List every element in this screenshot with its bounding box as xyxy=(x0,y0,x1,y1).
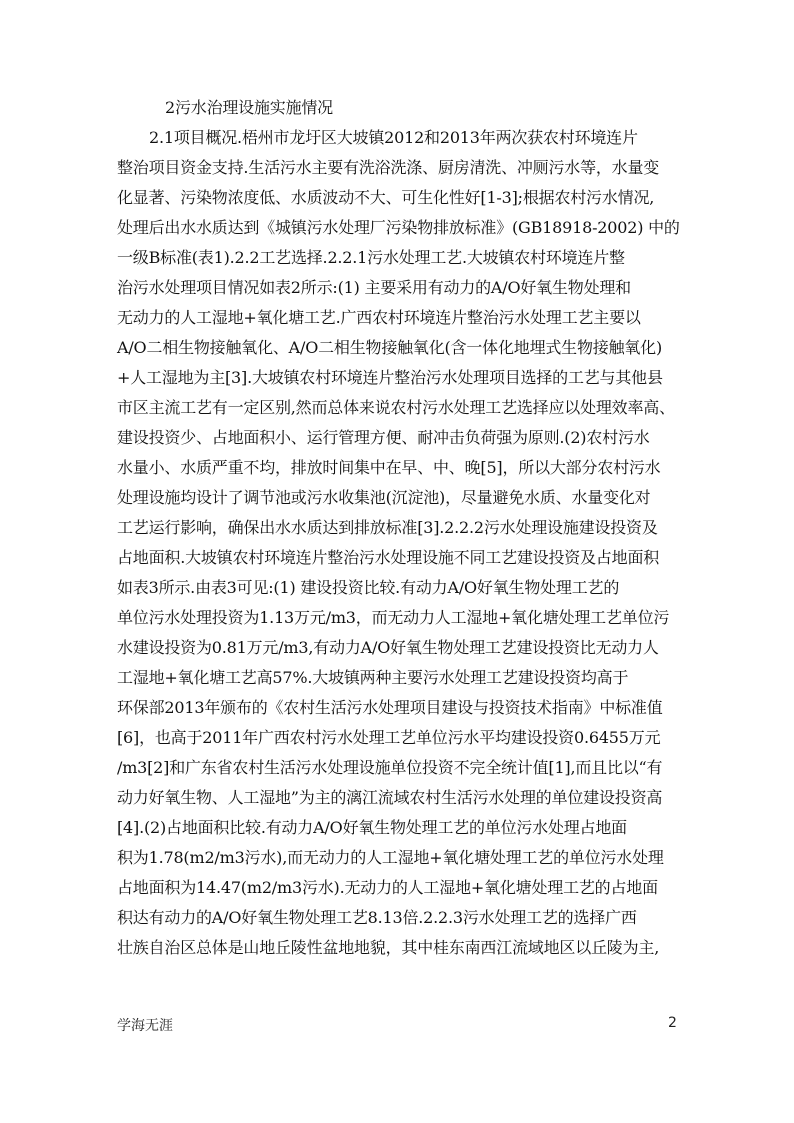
text-line: 如表3所示.由表3可见:(1) 建设投资比较.有动力A/O好氧生物处理工艺的 xyxy=(117,578,620,597)
page-number: 2 xyxy=(668,1015,677,1031)
text-line: 积为1.78(m2/m3污水),而无动力的人工湿地+氧化塘处理工艺的单位污水处理 xyxy=(117,848,664,867)
text-line: 处理后出水水质达到《城镇污水处理厂污染物排放标准》(GB18918-2002) 中的 xyxy=(117,218,680,237)
text-line: 水量小、水质严重不均，排放时间集中在早、中、晚[5]，所以大部分农村污水 xyxy=(117,458,661,477)
text-line: /m3[2]和广东省农村生活污水处理设施单位投资不完全统计值[1],而且比以“有 xyxy=(117,758,663,777)
text-line: 单位污水处理投资为1.13万元/m3，而无动力人工湿地+氧化塘处理工艺单位污 xyxy=(117,608,670,627)
text-line: 化显著、污染物浓度低、水质波动不大、可生化性好[1-3];根据农村污水情况, xyxy=(117,188,655,207)
text-line: 环保部2013年颁布的《农村生活污水处理项目建设与投资技术指南》中标准值 xyxy=(117,698,663,717)
text-line: 动力好氧生物、人工湿地”为主的漓江流域农村生活污水处理的单位建设投资高 xyxy=(117,788,663,807)
text-line: [6]，也高于2011年广西农村污水处理工艺单位污水平均建设投资0.6455万元 xyxy=(117,728,661,747)
text-line: 整治项目资金支持.生活污水主要有洗浴洗涤、厨房清洗、冲厕污水等，水量变 xyxy=(117,158,660,177)
text-line: 市区主流工艺有一定区别,然而总体来说农村污水处理工艺选择应以处理效率高、 xyxy=(117,398,675,417)
text-line: 2.1项目概况.梧州市龙圩区大坡镇2012和2013年两次获农村环境连片 xyxy=(149,128,638,147)
text-line: [4].(2)占地面积比较.有动力A/O好氧生物处理工艺的单位污水处理占地面 xyxy=(117,818,627,837)
text-line: 无动力的人工湿地+氧化塘工艺.广西农村环境连片整治污水处理工艺主要以 xyxy=(117,308,641,327)
text-line: 积达有动力的A/O好氧生物处理工艺8.13倍.2.2.3污水处理工艺的选择广西 xyxy=(117,908,637,927)
text-line: 占地面积.大坡镇农村环境连片整治污水处理设施不同工艺建设投资及占地面积 xyxy=(117,548,660,567)
footer-text: 学海无涯 xyxy=(117,1018,173,1034)
text-line: 工湿地+氧化塘工艺高57%.大坡镇两种主要污水处理工艺建设投资均高于 xyxy=(117,668,629,687)
text-line: +人工湿地为主[3].大坡镇农村环境连片整治污水处理项目选择的工艺与其他县 xyxy=(117,368,663,387)
text-line: 治污水处理项目情况如表2所示:(1) 主要采用有动力的A/O好氧生物处理和 xyxy=(117,278,631,297)
text-line: 占地面积为14.47(m2/m3污水).无动力的人工湿地+氧化塘处理工艺的占地面 xyxy=(117,878,658,897)
text-line: 一级B标准(表1).2.2工艺选择.2.2.1污水处理工艺.大坡镇农村环境连片整 xyxy=(117,248,625,267)
text-line: 建设投资少、占地面积小、运行管理方便、耐冲击负荷强为原则.(2)农村污水 xyxy=(117,428,650,447)
document-body xyxy=(117,93,680,963)
text-line: A/O二相生物接触氧化、A/O二相生物接触氧化(含一体化地埋式生物接触氧化) xyxy=(117,338,663,357)
text-line: 水建设投资为0.81万元/m3,有动力A/O好氧生物处理工艺建设投资比无动力人 xyxy=(117,638,659,657)
text-line: 壮族自治区总体是山地丘陵性盆地地貌，其中桂东南西江流域地区以丘陵为主, xyxy=(117,938,660,957)
text-line: 工艺运行影响，确保出水水质达到排放标准[3].2.2.2污水处理设施建设投资及 xyxy=(117,518,658,537)
section-heading: 2污水治理设施实施情况 xyxy=(165,98,333,117)
text-line: 处理设施均设计了调节池或污水收集池(沉淀池)，尽量避免水质、水量变化对 xyxy=(117,488,651,507)
